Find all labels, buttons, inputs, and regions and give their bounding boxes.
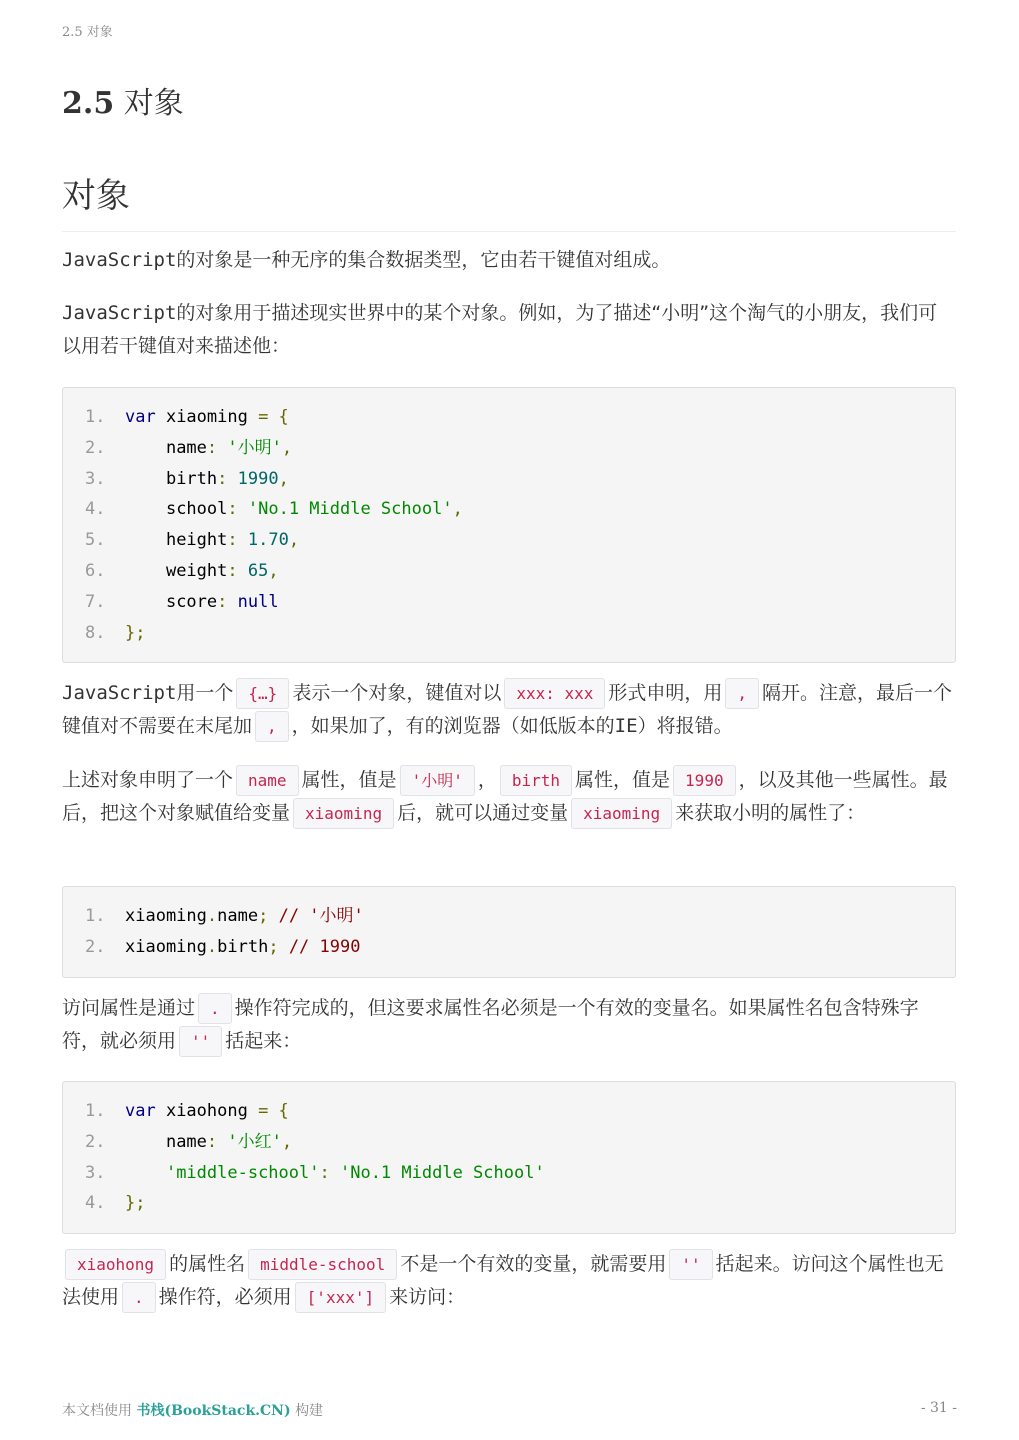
paragraph-text: 操作符完成的，但这要求属性名必须是一个有效的变量名。如果属性名包含特殊字符，就必须用 [62, 997, 919, 1052]
code-key: name [165, 437, 207, 458]
code-punct: = { [258, 407, 289, 427]
code-punct: , [452, 499, 463, 520]
footer-suffix: 构建 [295, 1403, 324, 1419]
inline-code: . [122, 1282, 156, 1313]
code-keyword: var [125, 407, 156, 427]
code-punct: : [227, 530, 238, 551]
code-punct: . [206, 906, 218, 926]
code-keyword: null [237, 591, 279, 612]
inline-code: . [198, 993, 232, 1024]
code-line [85, 932, 955, 963]
code-string: '小明' [227, 437, 282, 458]
code-string: '小红' [227, 1131, 282, 1152]
code-punct: , [281, 1131, 293, 1152]
paragraph-special-key [62, 1248, 956, 1314]
code-key: score [165, 591, 218, 612]
paragraph-text: 属性，值是 [575, 769, 671, 791]
code-punct: }; [125, 622, 146, 643]
code-punct: = { [258, 1101, 289, 1121]
code-block-access [62, 886, 956, 978]
section-title: 对象 [62, 168, 956, 232]
paragraph-text: 操作符，必须用 [158, 1286, 292, 1308]
running-header: 2.5 对象 [62, 25, 113, 40]
code-punct: : [217, 468, 228, 489]
code-string: 'No.1 Middle School' [339, 1162, 545, 1183]
inline-code: xiaoming [571, 798, 672, 829]
paragraph-text: 形式申明，用 [608, 682, 723, 704]
paragraph-description [62, 297, 956, 363]
code-keyword: var [125, 1101, 156, 1121]
inline-code: '小明' [400, 765, 475, 796]
code-punct: : [227, 499, 238, 520]
inline-code: ['xxx'] [295, 1282, 386, 1313]
paragraph-text: 不是一个有效的变量，就需要用 [400, 1253, 667, 1275]
inline-code: 1990 [673, 765, 736, 796]
code-line [85, 402, 955, 433]
ie-term: IE [614, 715, 638, 737]
paragraph-text: 后，就可以通过变量 [397, 802, 569, 824]
code-line [85, 1127, 955, 1158]
js-term: JavaScript [62, 249, 177, 271]
inline-code: xiaohong [65, 1249, 166, 1280]
paragraph-text: 访问属性是通过 [62, 997, 196, 1019]
line-number: 4. [85, 499, 106, 520]
paragraph-text: 隔开。注意，最后一个键值对不需要在末尾加 [62, 682, 953, 737]
code-identifier: xiaoming [125, 906, 207, 926]
inline-code: , [255, 711, 289, 742]
code-punct: : [227, 560, 238, 581]
line-number: 1. [85, 1101, 106, 1121]
paragraph-intro [62, 244, 956, 277]
code-comment: // 1990 [278, 936, 361, 957]
code-punct: ; [268, 936, 279, 957]
paragraph-text: 上述对象申明了一个 [62, 769, 234, 791]
line-number: 2. [85, 437, 106, 458]
inline-code: {…} [236, 678, 289, 709]
code-number: 65 [247, 560, 269, 581]
code-line [85, 1188, 955, 1219]
line-number: 3. [85, 468, 106, 489]
code-punct: : [206, 437, 218, 458]
code-key: height [165, 530, 228, 551]
code-line [85, 464, 955, 495]
code-line [85, 587, 955, 618]
code-block-xiaohong [62, 1081, 956, 1234]
inline-code: xxx: xxx [504, 678, 605, 709]
code-line [85, 901, 955, 932]
inline-code: xiaoming [293, 798, 394, 829]
line-number: 1. [85, 407, 106, 427]
chapter-title-text: 对象 [123, 86, 184, 121]
line-number: 3. [85, 1162, 106, 1183]
paragraph-dot-operator [62, 992, 956, 1058]
paragraph-text: ，以及其他一些属性。最后，把这个对象赋值给变量 [62, 769, 948, 824]
line-number: 1. [85, 906, 106, 926]
paragraph-object-syntax [62, 677, 956, 743]
paragraph-text: ）将报错。 [637, 715, 733, 737]
line-number: 6. [85, 560, 106, 581]
paragraph-text: 表示一个对象，键值对以 [292, 682, 502, 704]
code-punct: , [278, 468, 289, 489]
inline-code: middle-school [248, 1249, 397, 1280]
code-punct: , [268, 560, 279, 581]
paragraph-text: 的属性名 [169, 1253, 246, 1275]
code-punct: }; [125, 1193, 146, 1214]
code-key: weight [165, 560, 228, 581]
chapter-title [62, 78, 184, 122]
code-punct: , [288, 530, 300, 551]
code-string: 'middle-school' [165, 1162, 320, 1183]
code-number: 1990 [237, 468, 279, 489]
code-comment: // '小明' [268, 906, 364, 926]
paragraph-text: 属性，值是 [301, 769, 397, 791]
paragraph-text: 括起来。访问这个属性也无法使用 [62, 1253, 944, 1308]
code-punct: : [206, 1131, 218, 1152]
code-line [85, 1158, 955, 1189]
code-line [85, 556, 955, 587]
line-number: 2. [85, 1131, 106, 1152]
line-number: 2. [85, 936, 106, 957]
code-line [85, 525, 955, 556]
code-punct: , [281, 437, 293, 458]
paragraph-properties [62, 764, 956, 830]
paragraph-text: 来访问： [389, 1286, 466, 1308]
paragraph-text: 的对象用于描述现实世界中的某个对象。例如，为了描述“小明”这个淘气的小朋友，我们可以用若干键值对来描述他： [62, 302, 938, 357]
inline-code: birth [500, 765, 572, 796]
code-key: school [165, 499, 228, 520]
inline-code: , [725, 678, 759, 709]
paragraph-text: 用一个 [176, 682, 234, 704]
js-term: JavaScript [62, 682, 177, 704]
paragraph-text: ，如果加了，有的浏览器（如低版本的 [291, 715, 615, 737]
paragraph-text: 来获取小明的属性了： [675, 802, 866, 824]
code-punct: . [206, 936, 218, 957]
code-string: 'No.1 Middle School' [247, 499, 453, 520]
code-identifier: xiaoming [125, 936, 207, 957]
code-number: 1.70 [247, 530, 289, 551]
line-number: 4. [85, 1193, 106, 1214]
code-identifier: xiaohong [155, 1101, 259, 1121]
paragraph-text: 括起来： [225, 1030, 302, 1052]
code-punct: : [319, 1162, 330, 1183]
code-line [85, 618, 955, 649]
inline-code: '' [179, 1026, 222, 1057]
line-number: 7. [85, 591, 106, 612]
page-number: - 31 - [920, 1400, 957, 1416]
paragraph-text: ， [477, 769, 497, 791]
code-punct: : [217, 591, 228, 612]
code-block-xiaoming [62, 387, 956, 663]
chapter-number: 2.5 [62, 86, 115, 121]
code-line [85, 1096, 955, 1127]
footer-bookstack-link[interactable]: 书栈(BookStack.CN) [136, 1403, 291, 1419]
paragraph-text: 的对象是一种无序的集合数据类型，它由若干键值对组成。 [176, 249, 671, 271]
code-key: name [217, 906, 259, 926]
line-number: 5. [85, 530, 106, 551]
inline-code: name [236, 765, 299, 796]
line-number: 8. [85, 622, 106, 643]
code-punct: ; [258, 906, 269, 926]
code-identifier: xiaoming [155, 407, 259, 427]
inline-code: '' [669, 1249, 712, 1280]
code-line [85, 433, 955, 464]
code-key: birth [217, 936, 269, 957]
js-term: JavaScript [62, 302, 177, 324]
code-line [85, 494, 955, 525]
footer-prefix: 本文档使用 [62, 1403, 132, 1419]
footer-credit [62, 1400, 323, 1420]
code-key: birth [165, 468, 218, 489]
code-key: name [165, 1131, 207, 1152]
